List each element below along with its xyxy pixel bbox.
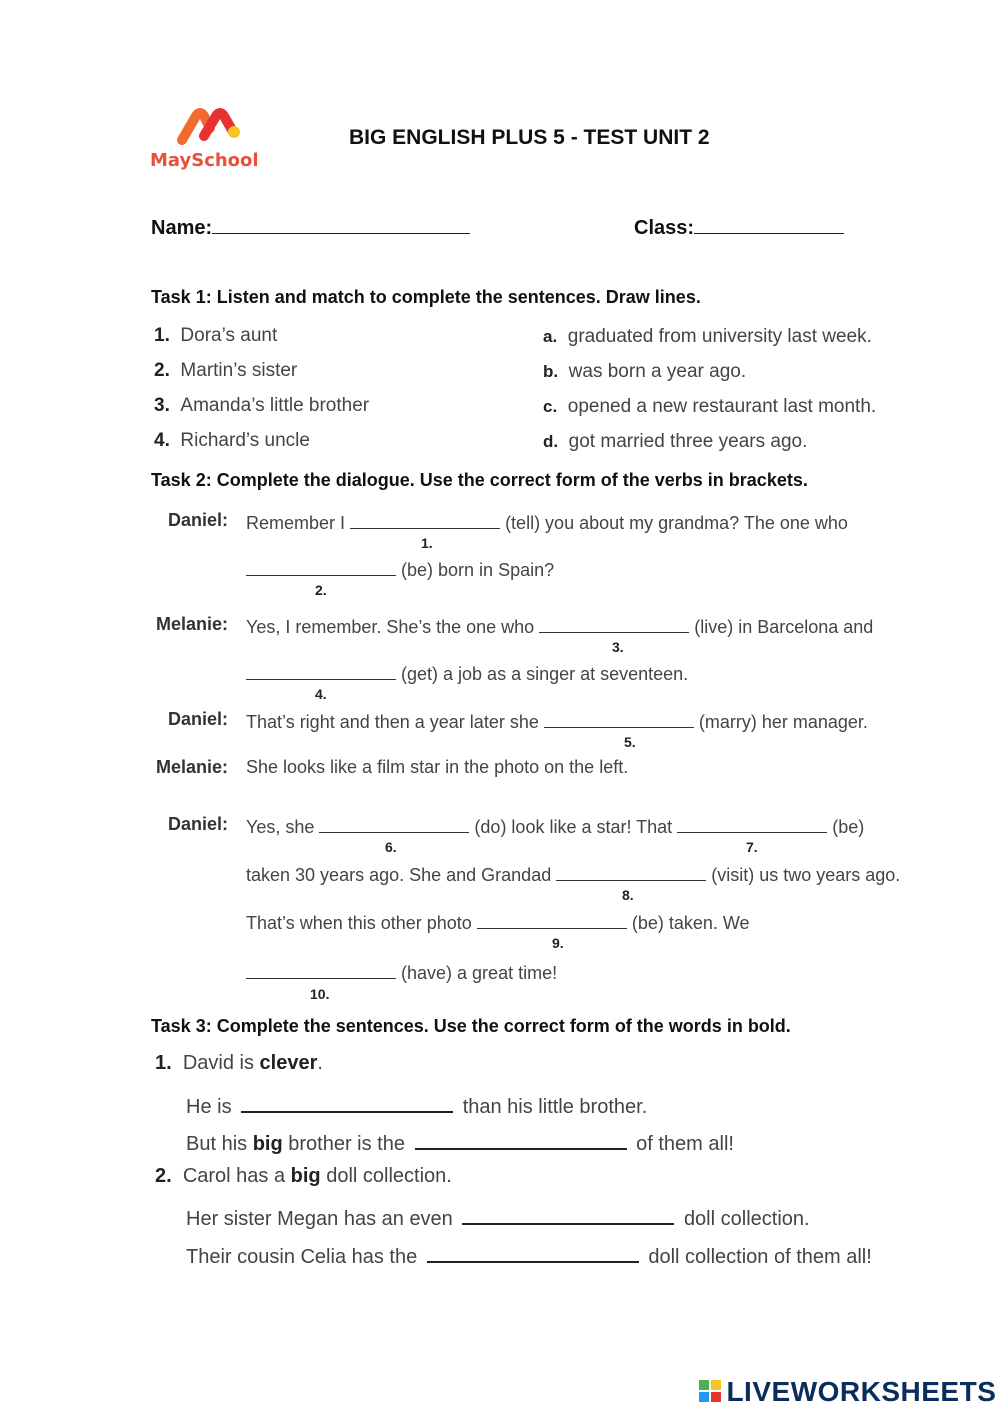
name-field[interactable]: [212, 213, 470, 234]
question-text: doll collection.: [320, 1165, 452, 1187]
class-row: [634, 213, 844, 240]
list-item: [543, 361, 746, 383]
speaker-melanie: Melanie:: [155, 614, 228, 634]
blank-2[interactable]: [246, 557, 396, 576]
name-row: [151, 213, 470, 240]
task3-heading: Task 3: Complete the sentences. Use the correct form of the words in bold.: [151, 1016, 791, 1036]
item-text: got married three years ago.: [568, 431, 808, 452]
question-text: .: [317, 1052, 323, 1074]
list-item: [154, 430, 310, 452]
sentence-text: brother is the: [282, 1133, 405, 1155]
dialogue-line-10: [246, 960, 557, 984]
dialogue-line-1: [246, 510, 848, 534]
blank-t3-1b[interactable]: [415, 1128, 627, 1150]
mayschool-logo-text: MaySchool: [150, 150, 259, 171]
dialogue-text: That’s right and then a year later she: [246, 712, 539, 732]
item-text: opened a new restaurant last month.: [567, 396, 877, 417]
dialogue-line-7: [246, 814, 864, 838]
blank-number: 4.: [315, 686, 327, 702]
sentence-text: Their cousin Celia has the: [186, 1246, 418, 1268]
task3-question-2: [155, 1165, 452, 1188]
blank-number: 1.: [421, 535, 433, 551]
blank-7[interactable]: [677, 814, 827, 833]
dialogue-line-2: [246, 557, 554, 581]
dialogue-text: (visit) us two years ago.: [711, 865, 901, 885]
dialogue-line-6: [246, 757, 628, 778]
speaker-daniel: Daniel:: [167, 814, 228, 834]
dialogue-line-4: [246, 661, 688, 685]
dialogue-text: (live) in Barcelona and: [694, 617, 874, 637]
blank-number: 2.: [315, 582, 327, 598]
name-label: Name:: [151, 217, 213, 239]
dialogue-text: (be): [832, 817, 865, 837]
dialogue-text: (have) a great time!: [401, 963, 558, 983]
speaker-melanie: Melanie:: [155, 757, 228, 777]
blank-number: 9.: [552, 935, 564, 951]
item-number: 2.: [154, 360, 170, 381]
dialogue-text: (do) look like a star! That: [474, 817, 673, 837]
blank-3[interactable]: [539, 614, 689, 633]
task3-sentence: [186, 1203, 810, 1231]
blank-number: 10.: [310, 986, 330, 1002]
speaker-daniel: Daniel:: [167, 709, 228, 729]
item-text: Richard’s uncle: [180, 430, 310, 451]
mayschool-logo-mark: [176, 106, 246, 148]
sentence-text: But his: [186, 1133, 253, 1155]
task1-heading: Task 1: Listen and match to complete the sentences. Draw lines.: [151, 287, 701, 307]
list-item: [543, 326, 872, 348]
blank-1[interactable]: [350, 510, 500, 529]
blank-6[interactable]: [319, 814, 469, 833]
sentence-text: doll collection.: [683, 1208, 810, 1230]
blank-9[interactable]: [477, 910, 627, 929]
liveworksheets-logo-icon: [698, 1378, 722, 1406]
item-number: 1.: [154, 325, 170, 346]
mayschool-logo: [150, 104, 268, 176]
dialogue-text: That’s when this other photo: [246, 913, 472, 933]
task3-sentence: [186, 1241, 872, 1269]
dialogue-text: Yes, I remember. She’s the one who: [246, 617, 535, 637]
class-label: Class:: [634, 217, 695, 239]
list-item: [543, 396, 876, 418]
question-number: 2.: [155, 1165, 172, 1187]
question-text: David is: [182, 1052, 260, 1074]
class-field[interactable]: [694, 213, 844, 234]
list-item: [154, 395, 369, 417]
item-letter: b.: [543, 362, 559, 381]
task3-sentence: [186, 1091, 647, 1119]
page-title: BIG ENGLISH PLUS 5 - TEST UNIT 2: [349, 126, 710, 149]
item-text: Dora’s aunt: [180, 325, 278, 346]
blank-number: 7.: [746, 839, 758, 855]
dialogue-line-3: [246, 614, 873, 638]
item-letter: a.: [543, 327, 558, 346]
item-number: 3.: [154, 395, 170, 416]
item-text: Martin’s sister: [180, 360, 298, 381]
dialogue-text: She looks like a film star in the photo on the left.: [246, 757, 629, 777]
dialogue-text: (tell) you about my grandma? The one who: [505, 513, 848, 533]
dialogue-text: (be) born in Spain?: [401, 560, 555, 580]
speaker-daniel: Daniel:: [167, 510, 228, 530]
item-text: Amanda’s little brother: [180, 395, 370, 416]
item-letter: d.: [543, 432, 559, 451]
liveworksheets-brand: [698, 1376, 996, 1410]
bold-word: clever: [259, 1052, 318, 1074]
blank-t3-2a[interactable]: [462, 1203, 674, 1225]
bold-word: big: [252, 1133, 283, 1155]
sentence-text: than his little brother.: [462, 1096, 648, 1118]
question-text: Carol has a: [182, 1165, 291, 1187]
dialogue-text: (be) taken. We: [631, 913, 750, 933]
blank-t3-2b[interactable]: [427, 1241, 639, 1263]
blank-10[interactable]: [246, 960, 396, 979]
item-text: graduated from university last week.: [567, 326, 872, 347]
list-item: [154, 325, 277, 347]
blank-t3-1a[interactable]: [241, 1091, 453, 1113]
liveworksheets-text: LIVEWORKSHEETS: [726, 1376, 997, 1407]
list-item: [154, 360, 297, 382]
question-number: 1.: [155, 1052, 172, 1074]
sentence-text: of them all!: [636, 1133, 734, 1155]
blank-number: 3.: [612, 639, 624, 655]
dialogue-text: taken 30 years ago. She and Grandad: [246, 865, 552, 885]
item-text: was born a year ago.: [568, 361, 747, 382]
blank-number: 8.: [622, 887, 634, 903]
dialogue-text: (get) a job as a singer at seventeen.: [401, 664, 689, 684]
list-item: [543, 431, 807, 453]
blank-number: 6.: [385, 839, 397, 855]
task2-heading: Task 2: Complete the dialogue. Use the correct form of the verbs in brackets.: [151, 470, 808, 490]
dialogue-line-8: [246, 862, 900, 886]
blank-4[interactable]: [246, 661, 396, 680]
dialogue-text: Yes, she: [246, 817, 315, 837]
item-letter: c.: [543, 397, 558, 416]
blank-5[interactable]: [544, 709, 694, 728]
blank-number: 5.: [624, 734, 636, 750]
dialogue-text: Remember I: [246, 513, 346, 533]
sentence-text: doll collection of them all!: [648, 1246, 872, 1268]
task3-question-1: [155, 1052, 323, 1075]
bold-word: big: [290, 1165, 321, 1187]
dialogue-line-9: [246, 910, 750, 934]
item-number: 4.: [154, 430, 170, 451]
sentence-text: Her sister Megan has an even: [186, 1208, 453, 1230]
sentence-text: He is: [186, 1096, 232, 1118]
blank-8[interactable]: [556, 862, 706, 881]
dialogue-line-5: [246, 709, 868, 733]
task3-sentence: [186, 1128, 734, 1156]
dialogue-text: (marry) her manager.: [698, 712, 868, 732]
